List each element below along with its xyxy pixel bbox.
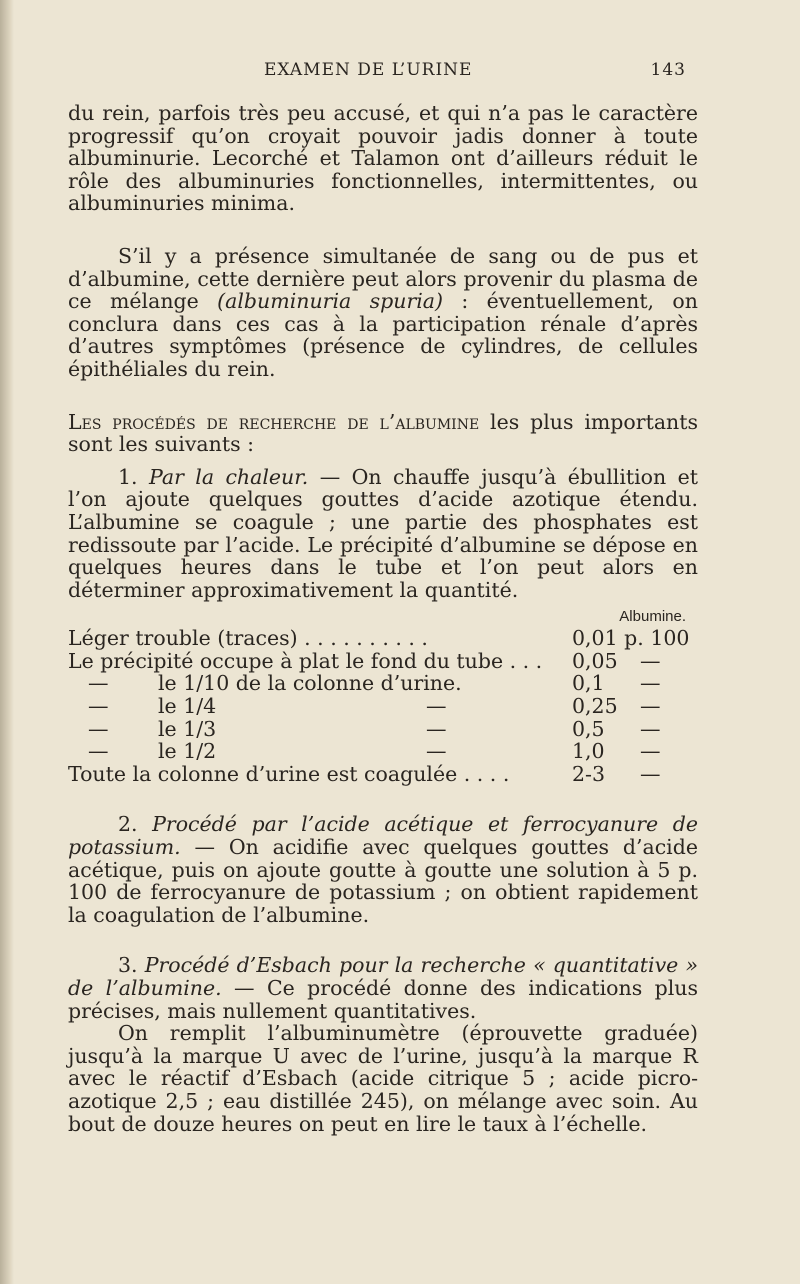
table-row — [68, 650, 698, 673]
text-run: — On acidifie avec quelques gouttes d’acide acétique, puis on ajoute goutte à goutte une solution à 5 p. 100 de ferrocyanure de potassium ; on obtient rapidement la coagulation de l’albumine. — [68, 835, 698, 927]
method-title: Procédé d’Esbach pour la recherche « quantitative » de l’albumine. — [68, 953, 698, 1000]
text-run: les plus importants sont les suivants : — [68, 409, 698, 457]
row-label: le 1/3 — [158, 716, 217, 741]
page-binding-edge — [0, 0, 14, 1284]
paragraph-albuminuria-spuria — [68, 245, 698, 381]
method-title: Procédé par l’acide acétique et ferrocyanure de potassium. — [68, 812, 698, 860]
paragraph-esbach-procedure: On remplit l’albuminumètre (éprouvette graduée) jusqu’à la marque U avec de l’urine, jusqu’à la marque R avec le réactif d’Esbach (acide citrique 5 ; acide picro-azotique 2,5 ; eau distillée 245), on mélange avec soin. Au bout de douze heures on peut en lire le taux à l’échelle. — [68, 1021, 698, 1136]
ditto-dash: — — [426, 739, 447, 764]
row-value: 0,01 p. 100 — [572, 626, 690, 651]
item-number: 2. — [118, 812, 153, 837]
row-unit: — — [640, 671, 661, 696]
row-label: Léger trouble (traces) . . . . . . . . . . — [68, 626, 428, 651]
text-run: S’il y a présence simultanée de sang ou de pus et d’albumine, cette dernière peut alors provenir du plasma de ce mélange — [68, 243, 698, 314]
row-value: 1,0 — [572, 739, 605, 764]
paragraph-procedures-intro — [68, 411, 698, 456]
row-value: 0,05 — [572, 648, 618, 673]
paragraph-heat-method — [68, 466, 698, 602]
ditto-dash: — — [426, 694, 447, 719]
table-row — [68, 672, 698, 695]
paragraph-continuation: du rein, parfois très peu accusé, et qui n’a pas le caractère progressif qu’on croyait pouvoir jadis donner à toute albuminurie. Lecorché et Talamon ont d’ailleurs réduit le rôle des albuminuries fonctionnelles, intermittentes, ou albuminuries minima. — [68, 101, 698, 216]
item-number: 3. — [118, 953, 145, 978]
table-row — [68, 763, 698, 786]
row-value: 0,1 — [572, 671, 605, 696]
item-number: 1. — [118, 464, 149, 489]
row-label: le 1/2 — [158, 739, 217, 764]
ditto-dash: — — [88, 716, 109, 741]
page-number: 143 — [650, 60, 686, 80]
ditto-dash: — — [88, 694, 109, 719]
row-label: le 1/10 de la colonne d’urine. — [158, 671, 462, 696]
table-row — [68, 740, 698, 763]
albumin-table — [68, 627, 698, 785]
row-unit: — — [640, 648, 661, 673]
table-row — [68, 627, 698, 650]
text-run: — On chauffe jusqu’à ébullition et l’on ajoute quelques gouttes d’acide azotique étendu. L’albumine se coagule ; une partie des phosphates est redissoute par l’acide. Le précipité d’albumine se dépose en quelques heures dans le tube et l’on peut alors en déterminer approximativement la quantité. — [68, 464, 698, 602]
table-column-header: Albumine. — [619, 608, 686, 626]
row-unit: — — [640, 739, 661, 764]
row-label: Le précipité occupe à plat le fond du tube . . . — [68, 648, 543, 673]
running-title: EXAMEN DE L’URINE — [264, 60, 473, 80]
row-label: Toute la colonne d’urine est coagulée . . . . — [68, 761, 510, 786]
small-caps-heading: Les procédés de recherche de l’albumine — [68, 409, 480, 434]
row-unit: — — [640, 694, 661, 719]
row-unit: — — [640, 761, 661, 786]
text-run: : éventuellement, on conclura dans ces cas à la participation rénale d’après d’autres symptômes (présence de cylindres, de cellules épithéliales du rein. — [68, 289, 698, 381]
ditto-dash: — — [426, 716, 447, 741]
table-row — [68, 718, 698, 741]
row-value: 0,25 — [572, 694, 618, 719]
paragraph-esbach-method — [68, 954, 698, 1022]
row-unit: — — [640, 716, 661, 741]
row-label: le 1/4 — [158, 694, 217, 719]
row-value: 0,5 — [572, 716, 605, 741]
paragraph-acetic-method — [68, 813, 698, 926]
page-body — [68, 102, 698, 1135]
ditto-dash: — — [88, 739, 109, 764]
running-header — [68, 60, 686, 88]
table-row — [68, 695, 698, 718]
row-value: 2-3 — [572, 761, 606, 786]
italic-term: (albuminuria spuria) — [217, 289, 444, 314]
text-run: — Ce procédé donne des indications plus précises, mais nullement quantitatives. — [68, 976, 699, 1023]
method-title: Par la chaleur. — [148, 464, 309, 489]
ditto-dash: — — [88, 671, 109, 696]
